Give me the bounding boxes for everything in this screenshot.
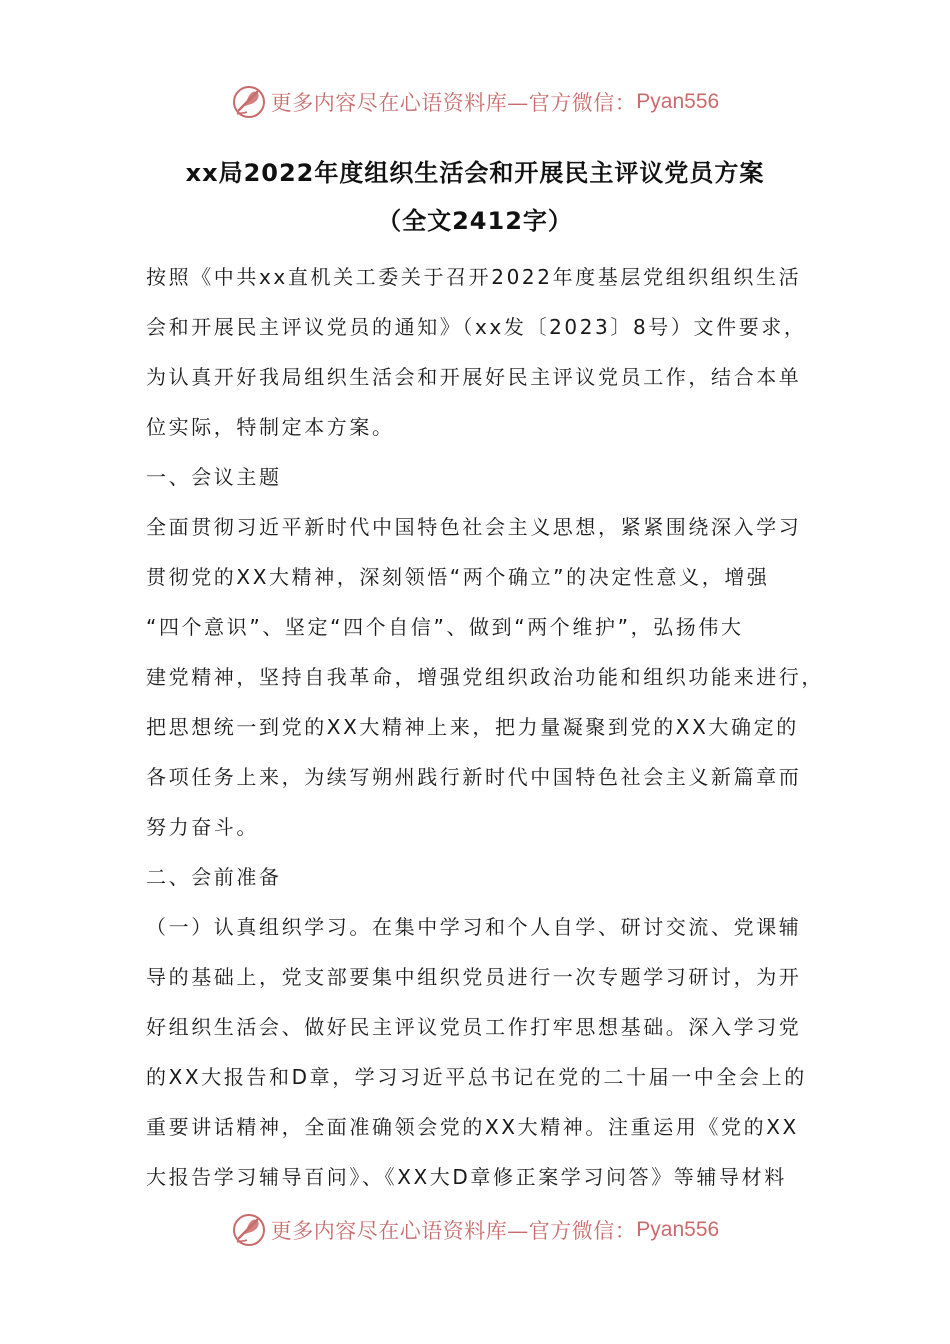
section-heading-preparation xyxy=(146,852,826,902)
meeting-theme-paragraph xyxy=(146,502,826,852)
text-line: 把思想统一到党的XX大精神上来，把力量凝聚到党的XX大确定的 xyxy=(146,715,799,739)
intro-paragraph xyxy=(146,252,826,452)
text-line: “四个意识”、坚定“四个自信”、做到“两个维护”，弘扬伟大 xyxy=(146,615,744,639)
watermark-banner-bottom xyxy=(0,1210,950,1250)
text-line: 全面贯彻习近平新时代中国特色社会主义思想，紧紧围绕深入学习 xyxy=(146,515,802,539)
watermark-text: 更多内容尽在心语资料库—官方微信： xyxy=(270,1219,637,1243)
text-line: 为认真开好我局组织生活会和开展好民主评议党员工作，结合本单 xyxy=(146,365,802,389)
heading-text: 二、会前准备 xyxy=(146,865,282,889)
section-heading-meeting-theme xyxy=(146,452,826,502)
watermark-handle: Pyan556 xyxy=(636,90,720,113)
text-line: 各项任务上来，为续写朔州践行新时代中国特色社会主义新篇章而 xyxy=(146,765,802,789)
text-line: 导的基础上，党支部要集中组织党员进行一次专题学习研讨，为开 xyxy=(146,965,802,989)
text-line: 努力奋斗。 xyxy=(146,815,259,839)
watermark-text: 更多内容尽在心语资料库—官方微信： xyxy=(270,91,637,115)
text-line: 贯彻党的XX大精神，深刻领悟“两个确立”的决定性意义，增强 xyxy=(146,565,770,589)
text-line: （一）认真组织学习。在集中学习和个人自学、研讨交流、党课辅 xyxy=(146,915,802,939)
heading-text: 一、会议主题 xyxy=(146,465,282,489)
document-title: xx局2022年度组织生活会和开展民主评议党员方案 xyxy=(185,159,765,187)
text-line: 重要讲话精神，全面准确领会党的XX大精神。注重运用《党的XX xyxy=(146,1115,799,1139)
watermark-handle: Pyan556 xyxy=(636,1218,720,1241)
text-line: 按照《中共xx直机关工委关于召开2022年度基层党组织组织生活 xyxy=(146,265,802,289)
text-line: 建党精神，坚持自我革命，增强党组织政治功能和组织功能来进行， xyxy=(146,665,824,689)
text-line: 大报告学习辅导百问》、《XX大D章修正案学习问答》等辅导材料 xyxy=(146,1165,787,1189)
text-line: 好组织生活会、做好民主评议党员工作打牢思想基础。深入学习党 xyxy=(146,1015,802,1039)
document-subtitle: （全文2412字） xyxy=(377,207,573,235)
quill-seal-logo-icon xyxy=(231,84,267,120)
preparation-paragraph xyxy=(146,902,826,1202)
text-line: 会和开展民主评议党员的通知》（xx发〔2023〕8号）文件要求， xyxy=(146,315,807,339)
text-line: 位实际，特制定本方案。 xyxy=(146,415,395,439)
quill-seal-logo-icon xyxy=(231,1212,267,1248)
text-line: 的XX大报告和D章，学习习近平总书记在党的二十届一中全会上的 xyxy=(146,1065,807,1089)
document-body xyxy=(146,252,826,1202)
watermark-banner-top xyxy=(0,82,950,122)
